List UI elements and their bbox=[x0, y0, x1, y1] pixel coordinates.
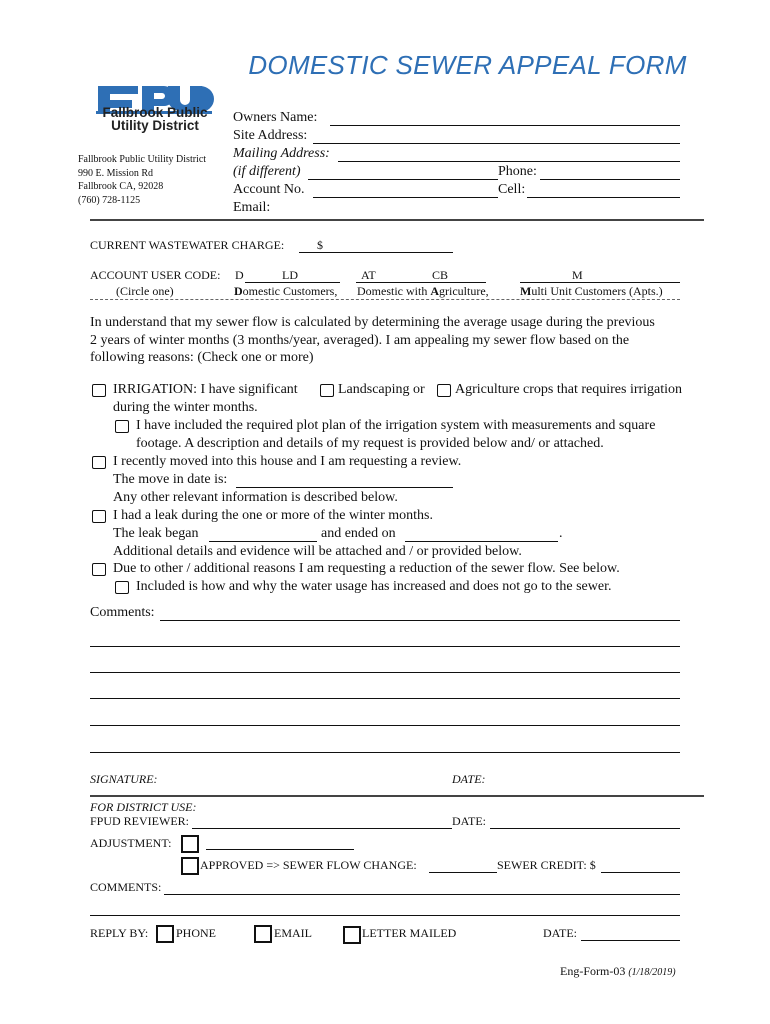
logo-line1: Fallbrook Public bbox=[102, 105, 208, 120]
code-m[interactable]: M bbox=[572, 268, 583, 282]
district-use-heading: FOR DISTRICT USE: bbox=[90, 800, 197, 814]
reply-email-checkbox[interactable] bbox=[254, 925, 272, 943]
reviewer-date-field[interactable] bbox=[490, 828, 680, 829]
code-cb[interactable]: CB bbox=[432, 268, 449, 282]
moved-label: I recently moved into this house and I am requesting a review. bbox=[113, 454, 462, 469]
intro-paragraph bbox=[90, 314, 710, 367]
district-comments-label: COMMENTS: bbox=[90, 880, 162, 894]
form-revision: (1/18/2019) bbox=[628, 967, 676, 978]
district-address bbox=[78, 153, 206, 207]
code-d[interactable]: D bbox=[235, 268, 244, 282]
reply-date-label: DATE: bbox=[543, 926, 577, 940]
comments-label: Comments: bbox=[90, 605, 155, 620]
irrigation-winter-text: during the winter months. bbox=[113, 400, 258, 415]
multi-unit-desc: Multi Unit Customers (Apts.) bbox=[520, 284, 663, 298]
reply-date-field[interactable] bbox=[581, 940, 680, 941]
leak-began-label: The leak began bbox=[113, 526, 199, 541]
domestic-desc: Domestic Customers, bbox=[234, 284, 338, 298]
alt-address-field[interactable] bbox=[308, 179, 498, 180]
logo-line2: Utility District bbox=[111, 118, 199, 133]
if-different-label: (if different) bbox=[233, 164, 301, 179]
reply-letter-checkbox[interactable] bbox=[343, 926, 361, 944]
wastewater-charge-label: CURRENT WASTEWATER CHARGE: bbox=[90, 238, 285, 252]
cell-field[interactable] bbox=[527, 197, 680, 198]
move-in-date-field[interactable] bbox=[236, 487, 453, 488]
leak-label: I had a leak during the one or more of the winter months. bbox=[113, 508, 433, 523]
reply-letter-label: LETTER MAILED bbox=[362, 926, 457, 940]
code-divider bbox=[90, 299, 680, 300]
code-m-underline bbox=[520, 282, 680, 283]
form-title: DOMESTIC SEWER APPEAL FORM bbox=[248, 50, 687, 80]
mailing-address-field[interactable] bbox=[338, 161, 680, 162]
comments-line-6[interactable] bbox=[90, 752, 680, 753]
other-reasons-checkbox[interactable] bbox=[92, 563, 106, 576]
approved-label: APPROVED => SEWER FLOW CHANGE: bbox=[200, 858, 417, 872]
account-no-label: Account No. bbox=[233, 182, 305, 197]
sewer-credit-label: SEWER CREDIT: $ bbox=[497, 858, 596, 872]
agriculture-desc: Domestic with Agriculture, bbox=[357, 284, 489, 298]
dollar-sign: $ bbox=[317, 238, 323, 252]
user-code-label: ACCOUNT USER CODE: bbox=[90, 268, 221, 282]
moved-checkbox[interactable] bbox=[92, 456, 106, 469]
circle-one-note: (Circle one) bbox=[116, 284, 174, 298]
phone-field[interactable] bbox=[540, 179, 680, 180]
leak-began-field[interactable] bbox=[209, 541, 317, 542]
site-address-field[interactable] bbox=[313, 143, 680, 144]
leak-checkbox[interactable] bbox=[92, 510, 106, 523]
approved-checkbox[interactable] bbox=[181, 857, 199, 875]
fpud-logo bbox=[96, 84, 214, 134]
adjustment-checkbox[interactable] bbox=[181, 835, 199, 853]
comments-line-5[interactable] bbox=[90, 725, 680, 726]
intro-line3: following reasons: (Check one or more) bbox=[90, 350, 314, 365]
intro-line2: 2 years of winter months (3 months/year, averaged). I am appealing my sewer flow based on the bbox=[90, 332, 630, 348]
form-code: Eng-Form-03 bbox=[560, 964, 626, 978]
signature-label: SIGNATURE: bbox=[90, 772, 158, 786]
agriculture-label: Agriculture crops that requires irrigation bbox=[455, 382, 683, 397]
plot-plan-checkbox[interactable] bbox=[115, 420, 129, 433]
included-text: Included is how and why the water usage has increased and does not go to the sewer. bbox=[136, 579, 612, 594]
irrigation-label: IRRIGATION: I have significant bbox=[113, 382, 298, 397]
intro-line1: In understand that my sewer flow is calculated by determining the average usage during the previous bbox=[90, 315, 655, 330]
other-reasons-label: Due to other / additional reasons I am requesting a reduction of the sewer flow. See below. bbox=[113, 561, 620, 576]
ended-on-label: and ended on bbox=[321, 526, 396, 541]
other-info-text: Any other relevant information is described below. bbox=[113, 490, 398, 505]
address-phone: (760) 728-1125 bbox=[78, 194, 141, 206]
address-name: Fallbrook Public Utility District bbox=[78, 154, 207, 165]
move-in-label: The move in date is: bbox=[113, 472, 228, 487]
site-address-label: Site Address: bbox=[233, 128, 308, 143]
reply-email-label: EMAIL bbox=[274, 926, 312, 940]
sewer-credit-field[interactable] bbox=[601, 872, 680, 873]
plot-plan-text2: footage. A description and details of my request is provided below and/ or attached. bbox=[136, 436, 604, 451]
account-no-field[interactable] bbox=[313, 197, 498, 198]
owners-name-field[interactable] bbox=[330, 125, 680, 126]
code-at[interactable]: AT bbox=[361, 268, 376, 282]
comments-line-1[interactable] bbox=[160, 620, 680, 621]
mailing-address-label: Mailing Address: bbox=[233, 146, 330, 161]
phone-label: Phone: bbox=[498, 164, 537, 179]
address-city: Fallbrook CA, 92028 bbox=[78, 181, 164, 192]
adjustment-field[interactable] bbox=[206, 849, 354, 850]
reply-by-label: REPLY BY: bbox=[90, 926, 149, 940]
reviewer-date-label: DATE: bbox=[452, 814, 486, 828]
reply-phone-label: PHONE bbox=[176, 926, 217, 940]
header-divider bbox=[90, 219, 704, 221]
code-ld[interactable]: LD bbox=[282, 268, 298, 282]
landscaping-checkbox[interactable] bbox=[320, 384, 334, 397]
sewer-flow-change-field[interactable] bbox=[429, 872, 497, 873]
additional-text: Additional details and evidence will be attached and / or provided below. bbox=[113, 544, 522, 559]
reviewer-label: FPUD REVIEWER: bbox=[90, 814, 189, 828]
landscaping-label: Landscaping or bbox=[338, 382, 425, 397]
leak-period: . bbox=[559, 526, 563, 541]
plot-plan-text1: I have included the required plot plan of the irrigation system with measurements and square bbox=[136, 418, 656, 433]
form-number bbox=[560, 964, 676, 979]
agriculture-checkbox[interactable] bbox=[437, 384, 451, 397]
irrigation-checkbox[interactable] bbox=[92, 384, 106, 397]
cell-label: Cell: bbox=[498, 182, 526, 197]
reply-phone-checkbox[interactable] bbox=[156, 925, 174, 943]
reviewer-field[interactable] bbox=[192, 828, 452, 829]
adjustment-label: ADJUSTMENT: bbox=[90, 836, 172, 850]
owners-name-label: Owners Name: bbox=[233, 110, 318, 125]
included-checkbox[interactable] bbox=[115, 581, 129, 594]
leak-ended-field[interactable] bbox=[405, 541, 558, 542]
district-divider bbox=[90, 795, 704, 797]
comments-line-4[interactable] bbox=[90, 698, 680, 699]
signature-date-label: DATE: bbox=[452, 772, 486, 786]
comments-line-2[interactable] bbox=[90, 646, 680, 647]
email-label: Email: bbox=[233, 200, 271, 215]
comments-line-3[interactable] bbox=[90, 672, 680, 673]
district-comments-line-1[interactable] bbox=[164, 894, 680, 895]
address-street: 990 E. Mission Rd bbox=[78, 167, 154, 179]
district-comments-line-2[interactable] bbox=[90, 915, 680, 916]
